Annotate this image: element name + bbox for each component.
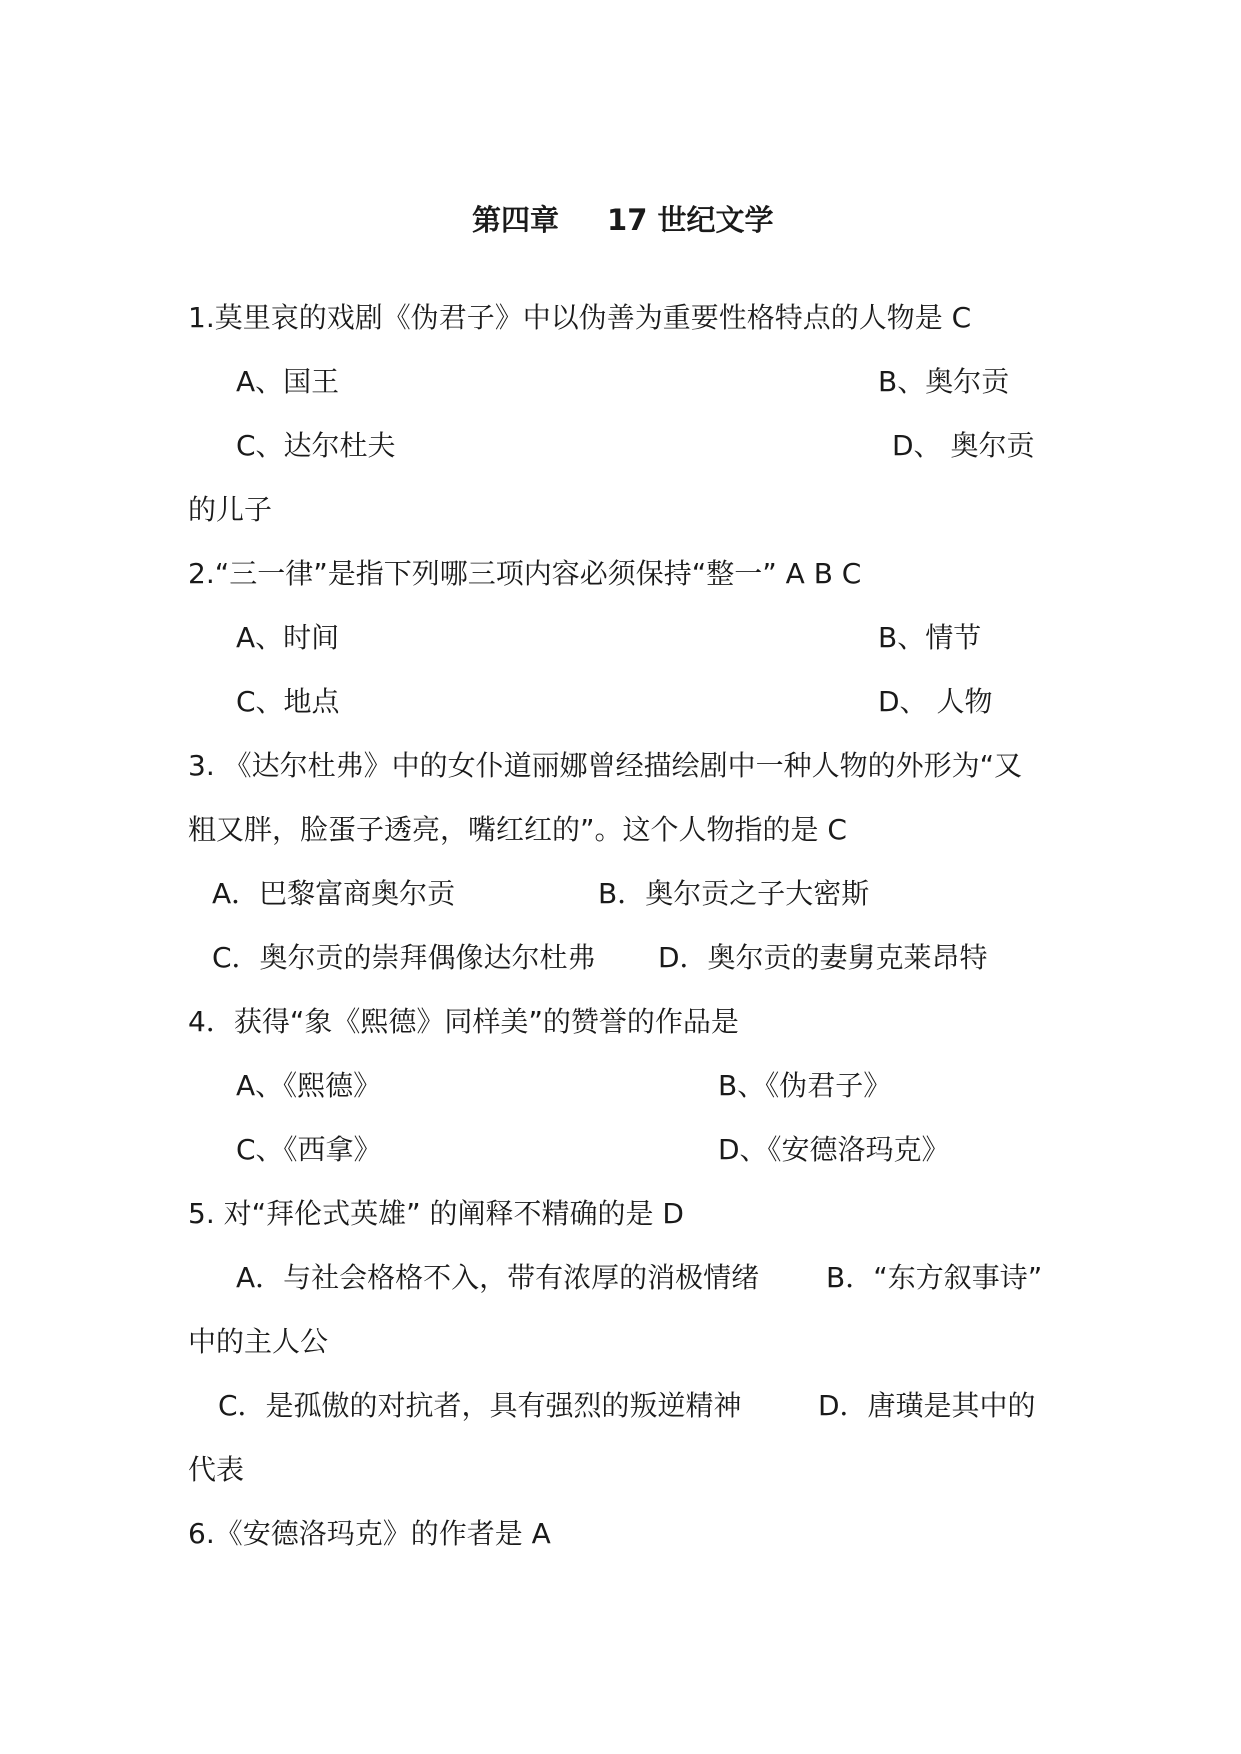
question-1-stem: 1.莫里哀的戏剧《伪君子》中以伪善为重要性格特点的人物是 C (188, 301, 972, 334)
question-2-stem: 2.“三一律”是指下列哪三项内容必须保持“整一” A B C (188, 557, 862, 590)
question-5-option-a: A．与社会格格不入，带有浓厚的消极情绪 (236, 1261, 760, 1294)
question-2-option-b: B、情节 (878, 621, 982, 654)
question-5-option-b-continued: 中的主人公 (188, 1325, 329, 1358)
question-3-stem-continued: 粗又胖，脸蛋子透亮，嘴红红的”。这个人物指的是 C (188, 813, 847, 846)
chapter-label: 第四章 (472, 203, 560, 237)
question-5-option-c: C．是孤傲的对抗者，具有强烈的叛逆精神 (218, 1389, 742, 1422)
question-3-option-c: C．奥尔贡的崇拜偶像达尔杜弗 (212, 941, 596, 974)
page-title (472, 200, 773, 240)
question-6-stem: 6.《安德洛玛克》的作者是 A (188, 1517, 551, 1550)
question-2-option-a: A、时间 (236, 621, 340, 654)
question-5-option-d-continued: 代表 (188, 1453, 245, 1486)
question-3-option-d: D．奥尔贡的妻舅克莱昂特 (658, 941, 988, 974)
question-3-option-b: B．奥尔贡之子大密斯 (598, 877, 870, 910)
question-4-option-b: B、《伪君子》 (718, 1069, 892, 1102)
chapter-topic: 17 世纪文学 (607, 203, 774, 237)
question-5-option-b: B．“东方叙事诗” (826, 1261, 1043, 1294)
question-5-option-d: D．唐璜是其中的 (818, 1389, 1036, 1422)
question-1-option-c: C、达尔杜夫 (236, 429, 396, 462)
question-1-option-d: D、 奥尔贡 (892, 429, 1035, 462)
question-1-option-b: B、奥尔贡 (878, 365, 1010, 398)
question-2-option-d: D、 人物 (878, 685, 993, 718)
question-1-option-d-continued: 的儿子 (188, 493, 273, 526)
question-3-stem: 3. 《达尔杜弗》中的女仆道丽娜曾经描绘剧中一种人物的外形为“又 (188, 749, 1023, 782)
question-4-stem: 4．获得“象《熙德》同样美”的赞誉的作品是 (188, 1005, 739, 1038)
question-1-option-a: A、国王 (236, 365, 340, 398)
question-4-option-d: D、《安德洛玛克》 (718, 1133, 950, 1166)
question-4-option-a: A、《熙德》 (236, 1069, 382, 1102)
question-5-stem: 5. 对“拜伦式英雄” 的阐释不精确的是 D (188, 1197, 684, 1230)
question-2-option-c: C、地点 (236, 685, 340, 718)
question-4-option-c: C、《西拿》 (236, 1133, 382, 1166)
question-3-option-a: A．巴黎富商奥尔贡 (212, 877, 456, 910)
